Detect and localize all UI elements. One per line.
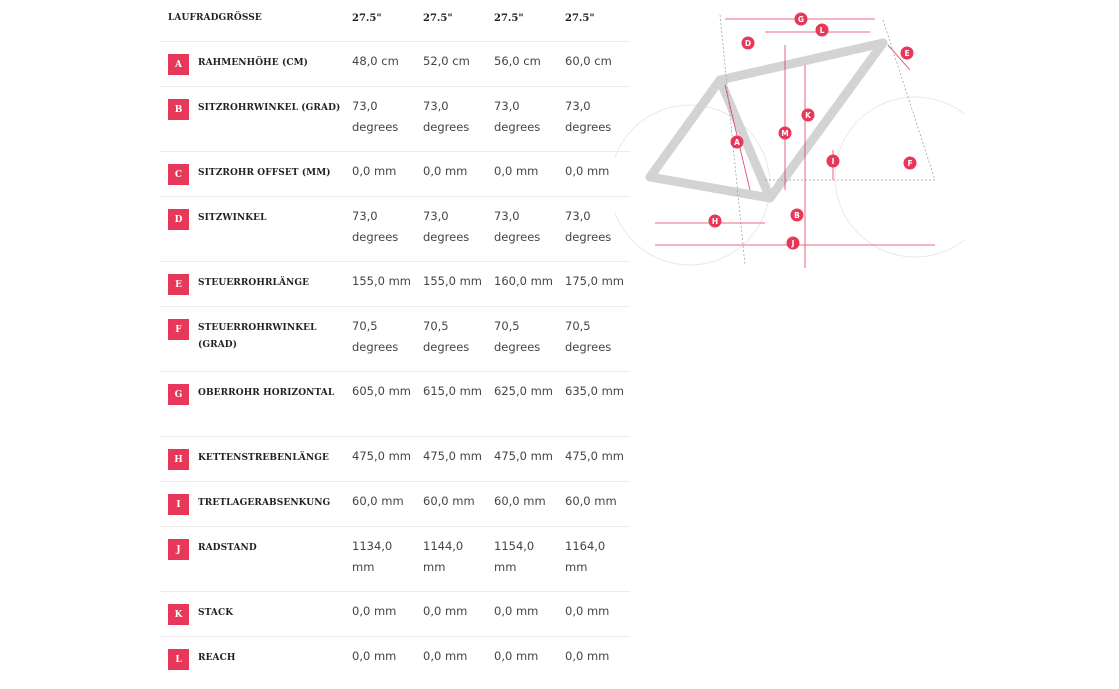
diagram-marker	[904, 157, 917, 170]
row-label: STACK	[198, 608, 234, 618]
diagram-marker-letter: J	[791, 239, 795, 248]
row-value-col-1: 73,0 degrees	[352, 99, 399, 134]
diagram-marker	[787, 237, 800, 250]
row-value-col-4: 0,0 mm	[565, 164, 610, 178]
diagram-marker	[742, 37, 755, 50]
row-value-col-2: 73,0 degrees	[423, 209, 470, 244]
diagram-marker-letter: K	[805, 111, 811, 120]
geometry-rows	[160, 42, 630, 682]
geometry-table	[160, 0, 630, 682]
row-value-col-4: 60,0 mm	[565, 494, 617, 508]
wheel-size-label: LAUFRADGRÖSSE	[168, 13, 262, 23]
row-value-col-2: 0,0 mm	[423, 604, 468, 618]
geometry-row	[160, 152, 630, 197]
row-label: KETTENSTREBENLÄNGE	[198, 453, 329, 463]
row-key-badge: D	[168, 209, 189, 230]
diagram-marker-letter: D	[744, 39, 752, 48]
row-label: RADSTAND	[198, 543, 257, 553]
row-value-col-1: 70,5 degrees	[352, 319, 399, 354]
row-label: RAHMENHÖHE (CM)	[198, 58, 308, 68]
row-value-col-1: 48,0 cm	[352, 54, 399, 68]
geometry-row	[160, 437, 630, 482]
diagram-marker	[779, 127, 792, 140]
diagram-marker-letter: M	[781, 129, 789, 138]
row-value-col-2: 475,0 mm	[423, 449, 482, 463]
row-value-col-4: 73,0 degrees	[565, 209, 612, 244]
row-value-col-1: 1134,0 mm	[352, 539, 393, 574]
size-col-4: 27.5"	[565, 13, 595, 24]
diagram-marker	[731, 136, 744, 149]
row-value-col-1: 155,0 mm	[352, 274, 411, 288]
row-label: TRETLAGERABSENKUNG	[198, 498, 331, 508]
geometry-row	[160, 637, 630, 682]
row-key-badge: H	[168, 449, 189, 470]
row-value-col-4: 0,0 mm	[565, 649, 610, 663]
diagram-marker-letter: L	[819, 26, 825, 35]
diagram-marker	[816, 24, 829, 37]
row-value-col-1: 60,0 mm	[352, 494, 404, 508]
row-key-badge: F	[168, 319, 189, 340]
row-value-col-4: 60,0 cm	[565, 54, 612, 68]
row-value-col-3: 60,0 mm	[494, 494, 546, 508]
row-value-col-2: 52,0 cm	[423, 54, 470, 68]
row-value-col-3: 0,0 mm	[494, 604, 539, 618]
geometry-row	[160, 482, 630, 527]
header-row	[160, 0, 630, 42]
diagram-marker	[795, 13, 808, 26]
row-value-col-4: 0,0 mm	[565, 604, 610, 618]
row-key-badge: A	[168, 54, 189, 75]
row-value-col-2: 0,0 mm	[423, 649, 468, 663]
row-value-col-1: 475,0 mm	[352, 449, 411, 463]
row-label: STEUERROHRWINKEL (GRAD)	[198, 323, 317, 350]
row-value-col-2: 73,0 degrees	[423, 99, 470, 134]
row-value-col-2: 1144,0 mm	[423, 539, 464, 574]
bike-geometry-diagram	[615, 5, 965, 275]
row-key-badge: J	[168, 539, 189, 560]
row-value-col-3: 73,0 degrees	[494, 99, 541, 134]
row-label: OBERROHR HORIZONTAL	[198, 388, 335, 398]
geometry-row	[160, 527, 630, 592]
row-value-col-3: 0,0 mm	[494, 649, 539, 663]
diagram-marker	[791, 209, 804, 222]
row-value-col-4: 635,0 mm	[565, 384, 624, 398]
row-key-badge: I	[168, 494, 189, 515]
diagram-marker-letter: B	[794, 211, 800, 220]
geometry-row	[160, 262, 630, 307]
diagram-marker-letter: H	[711, 217, 719, 226]
geometry-row	[160, 307, 630, 372]
row-value-col-3: 475,0 mm	[494, 449, 553, 463]
geometry-row	[160, 87, 630, 152]
geometry-row	[160, 197, 630, 262]
row-key-badge: G	[168, 384, 189, 405]
diagram-marker	[901, 47, 914, 60]
row-value-col-2: 615,0 mm	[423, 384, 482, 398]
row-value-col-4: 475,0 mm	[565, 449, 624, 463]
row-key-badge: E	[168, 274, 189, 295]
row-key-badge: B	[168, 99, 189, 120]
row-label: REACH	[198, 653, 236, 663]
row-value-col-3: 70,5 degrees	[494, 319, 541, 354]
row-label: SITZROHRWINKEL (GRAD)	[198, 103, 341, 113]
row-value-col-3: 56,0 cm	[494, 54, 541, 68]
bike-frame	[650, 43, 883, 198]
row-value-col-3: 1154,0 mm	[494, 539, 535, 574]
diagram-marker-letter: F	[907, 159, 913, 168]
row-value-col-2: 155,0 mm	[423, 274, 482, 288]
row-value-col-1: 0,0 mm	[352, 649, 397, 663]
row-label: SITZWINKEL	[198, 213, 267, 223]
geometry-row	[160, 372, 630, 437]
row-label: STEUERROHRLÄNGE	[198, 278, 310, 288]
diagram-marker-letter: E	[904, 49, 910, 58]
row-label: SITZROHR OFFSET (MM)	[198, 168, 331, 178]
row-value-col-2: 0,0 mm	[423, 164, 468, 178]
row-value-col-1: 0,0 mm	[352, 604, 397, 618]
row-value-col-2: 60,0 mm	[423, 494, 475, 508]
size-col-1: 27.5"	[352, 13, 382, 24]
row-value-col-4: 73,0 degrees	[565, 99, 612, 134]
row-value-col-1: 0,0 mm	[352, 164, 397, 178]
diagram-marker	[802, 109, 815, 122]
size-col-3: 27.5"	[494, 13, 524, 24]
row-value-col-1: 73,0 degrees	[352, 209, 399, 244]
dimension-lines	[655, 19, 935, 268]
diagram-marker-letter: A	[734, 138, 740, 147]
row-value-col-4: 70,5 degrees	[565, 319, 612, 354]
row-value-col-4: 175,0 mm	[565, 274, 624, 288]
row-key-badge: C	[168, 164, 189, 185]
diagram-marker-letter: I	[831, 157, 835, 166]
row-key-badge: K	[168, 604, 189, 625]
row-value-col-3: 73,0 degrees	[494, 209, 541, 244]
row-key-badge: L	[168, 649, 189, 670]
size-col-2: 27.5"	[423, 13, 453, 24]
diagram-marker	[827, 155, 840, 168]
row-value-col-3: 160,0 mm	[494, 274, 553, 288]
row-value-col-4: 1164,0 mm	[565, 539, 606, 574]
diagram-marker-letter: G	[797, 15, 805, 24]
geometry-row	[160, 42, 630, 87]
row-value-col-3: 625,0 mm	[494, 384, 553, 398]
diagram-marker	[709, 215, 722, 228]
row-value-col-1: 605,0 mm	[352, 384, 411, 398]
geometry-row	[160, 592, 630, 637]
row-value-col-3: 0,0 mm	[494, 164, 539, 178]
row-value-col-2: 70,5 degrees	[423, 319, 470, 354]
